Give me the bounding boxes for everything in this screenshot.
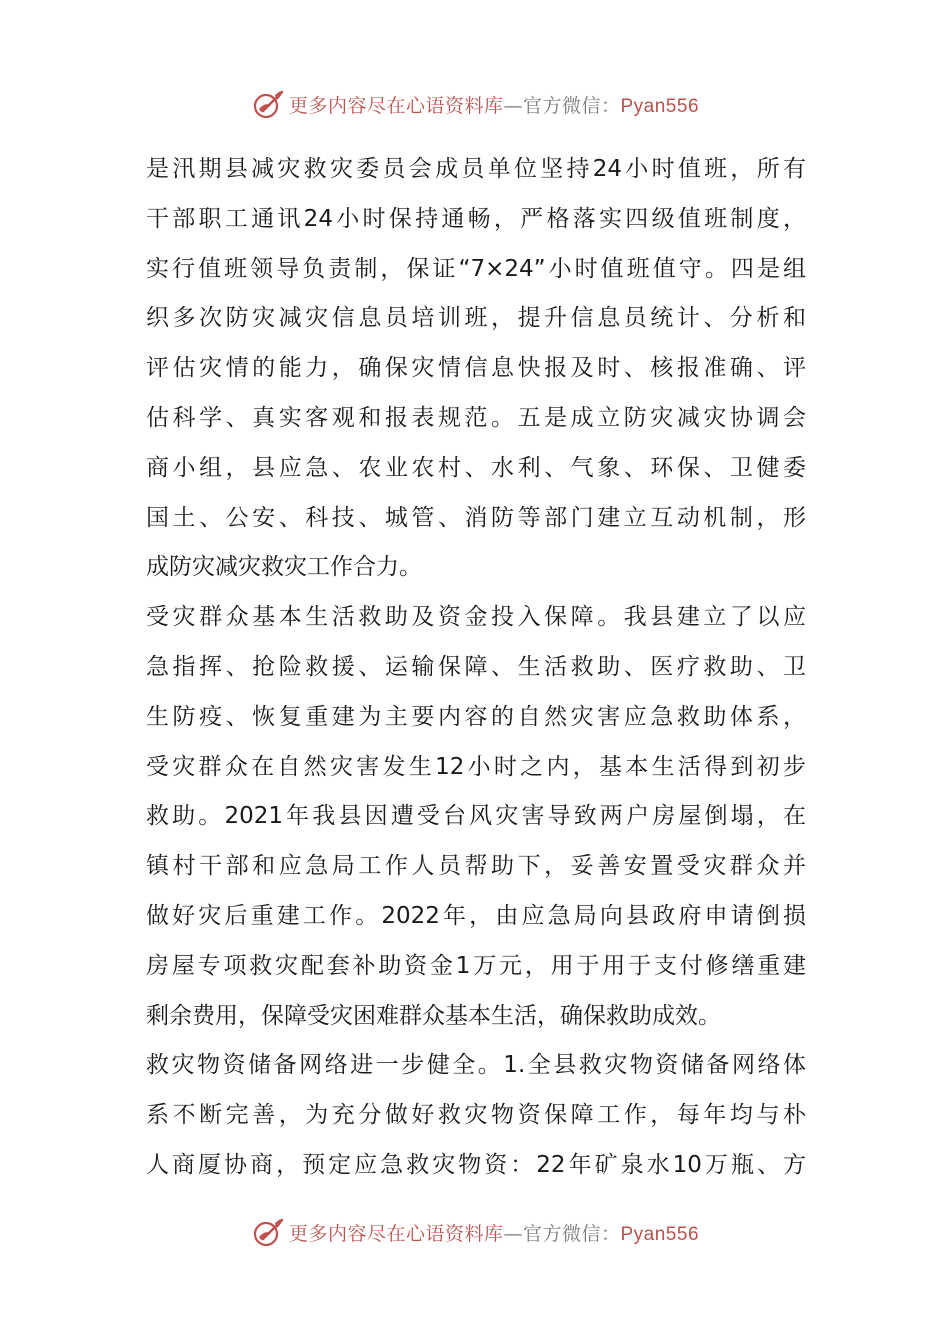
- header-banner: [0, 84, 950, 124]
- footer-banner: [0, 1212, 950, 1252]
- text-line: 做好灾后重建工作。2022年，由应急局向县政府申请倒损: [146, 902, 806, 929]
- text-line: 成防灾减灾救灾工作合力。: [146, 554, 422, 581]
- banner-text: [289, 91, 699, 118]
- text-line: 救灾物资储备网络进一步健全。1.全县救灾物资储备网络体: [146, 1052, 806, 1079]
- text-line: 织多次防灾减灾信息员培训班，提升信息员统计、分析和: [146, 305, 806, 332]
- text-line: 系不断完善，为充分做好救灾物资保障工作，每年均与朴: [146, 1102, 806, 1129]
- text-line: 商小组，县应急、农业农村、水利、气象、环保、卫健委: [146, 454, 806, 481]
- banner-main: 更多内容尽在心语资料库: [288, 1222, 504, 1245]
- text-line: 估科学、真实客观和报表规范。五是成立防灾减灾协调会: [146, 404, 806, 431]
- quill-logo-icon: [251, 87, 285, 121]
- document-body: [146, 145, 806, 1191]
- text-line: 受灾群众基本生活救助及资金投入保障。我县建立了以应: [146, 604, 806, 631]
- banner-dash: —: [503, 94, 523, 117]
- banner-wechat-id: Pyan556: [620, 1223, 700, 1245]
- text-line: 生防疫、恢复重建为主要内容的自然灾害应急救助体系，: [146, 703, 806, 730]
- text-line: 是汛期县减灾救灾委员会成员单位坚持24小时值班，所有: [146, 156, 806, 182]
- text-line: 干部职工通讯24小时保持通畅，严格落实四级值班制度，: [146, 205, 806, 232]
- text-line: 救助。2021年我县因遭受台风灾害导致两户房屋倒塌，在: [146, 803, 806, 830]
- text-line: 镇村干部和应急局工作人员帮助下，妥善安置受灾群众并: [146, 853, 806, 880]
- text-line: 受灾群众在自然灾害发生12小时之内，基本生活得到初步: [146, 753, 806, 780]
- banner-main: 更多内容尽在心语资料库: [288, 94, 504, 117]
- banner-text: [289, 1219, 699, 1246]
- text-line: 实行值班领导负责制，保证“7×24”小时值班值守。四是组: [146, 255, 806, 282]
- text-line: 急指挥、抢险救援、运输保障、生活救助、医疗救助、卫: [146, 653, 806, 680]
- text-line: 剩余费用，保障受灾困难群众基本生活，确保救助成效。: [146, 1002, 721, 1029]
- banner-wechat-id: Pyan556: [620, 95, 700, 117]
- text-line: 国土、公安、科技、城管、消防等部门建立互动机制，形: [146, 504, 806, 531]
- text-line: 房屋专项救灾配套补助资金1万元，用于用于支付修缮重建: [146, 952, 806, 979]
- text-line: 评估灾情的能力，确保灾情信息快报及时、核报准确、评: [146, 355, 806, 382]
- quill-logo-icon: [251, 1215, 285, 1249]
- banner-wechat-label: 官方微信：: [522, 1222, 621, 1245]
- banner-dash: —: [503, 1222, 523, 1245]
- banner-wechat-label: 官方微信：: [522, 94, 621, 117]
- text-line: 人商厦协商，预定应急救灾物资：22年矿泉水10万瓶、方: [146, 1151, 806, 1178]
